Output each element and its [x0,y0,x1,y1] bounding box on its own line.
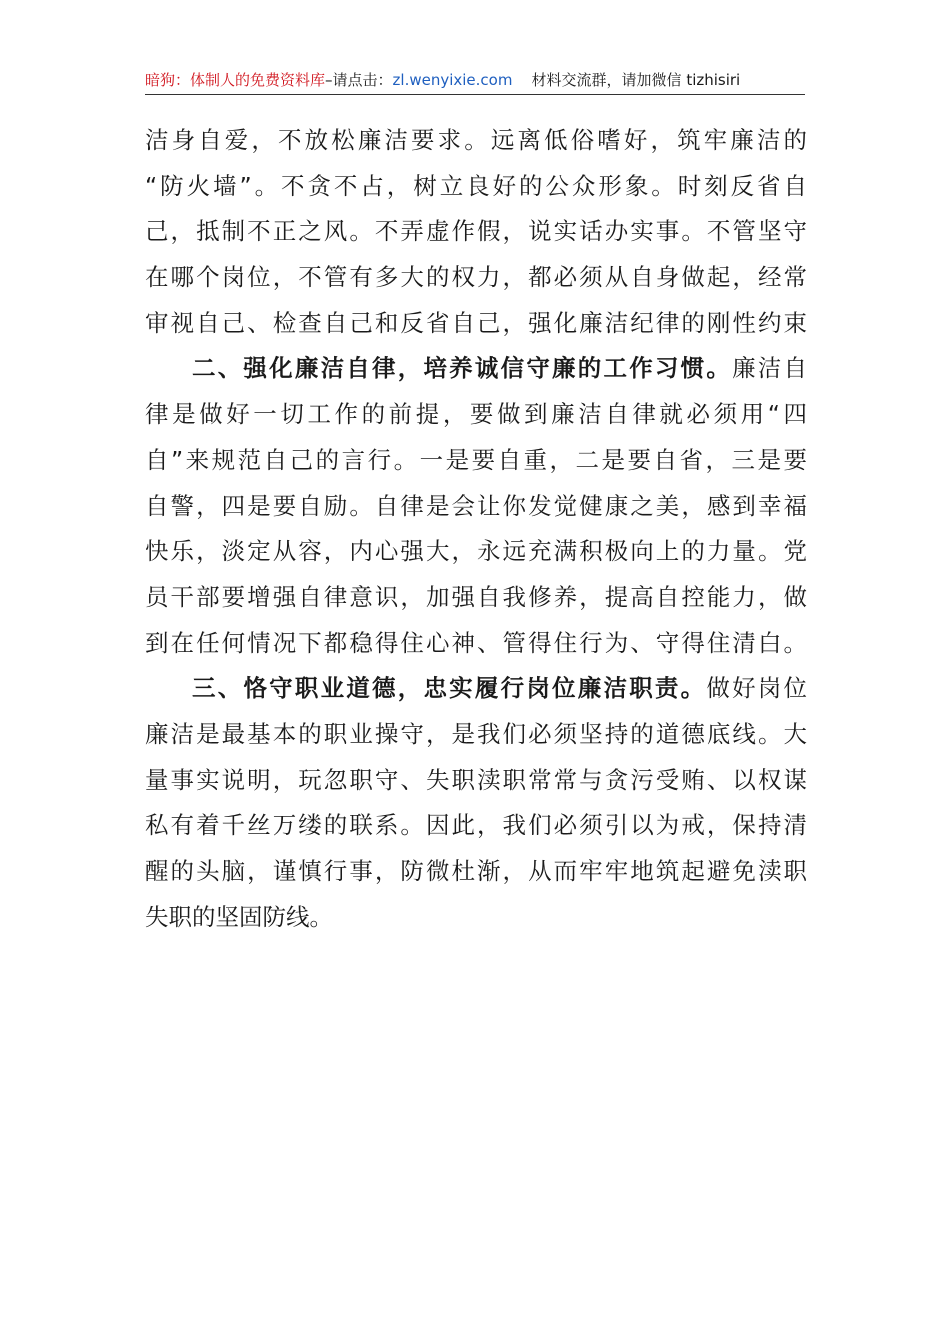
section-heading-3: 三、恪守职业道德，忠实履行岗位廉洁职责。 [192,674,707,703]
text-line: 在哪个岗位，不管有多大的权力，都必须从自身做起，经常 [145,263,807,292]
text-line: “防火墙”。不贪不占，树立良好的公众形象。时刻反省自 [145,171,807,200]
paragraph-3 [145,666,807,940]
header-prefix: –请点击： [325,71,393,89]
paragraph-1 [145,118,807,346]
text-line: 审视自己、检查自己和反省自己，强化廉洁纪律的刚性约束 [145,308,807,337]
text-line: 自警，四是要自励。自律是会让你发觉健康之美，感到幸福 [145,491,807,520]
text-line: 己，抵制不正之风。不弄虚作假，说实话办实事。不管坚守 [145,217,807,246]
text-line: 自”来规范自己的言行。一是要自重，二是要自省，三是要 [145,445,807,474]
page-header [145,70,805,90]
text-line: 量事实说明，玩忽职守、失职渎职常常与贪污受贿、以权谋 [145,765,807,794]
text-line: 员干部要增强自律意识，加强自我修养，提高自控能力，做 [145,582,807,611]
text-line: 醒的头脑，谨慎行事，防微杜渐，从而牢牢地筑起避免渎职 [145,857,807,885]
text-line: 律是做好一切工作的前提，要做到廉洁自律就必须用“四 [145,400,807,429]
header-brand: 暗狗：体制人的免费资料库 [145,71,326,89]
section-heading-2: 二、强化廉洁自律，培养诚信守廉的工作习惯。 [192,354,733,383]
text-line: 廉洁是最基本的职业操守，是我们必须坚持的道德底线。大 [145,719,807,748]
text-line: 快乐，淡定从容，内心强大，永远充满积极向上的力量。党 [145,537,807,566]
header-divider [145,94,805,95]
header-link[interactable]: zl.wenyixie.com [392,71,513,89]
text-line: 失职的坚固防线。 [145,902,333,931]
text-run: 廉洁自 [732,354,808,383]
header-spacer [512,71,531,89]
header-contact: 材料交流群，请加微信 tizhisiri [531,71,741,89]
document-body [145,118,807,940]
text-line: 洁身自爱，不放松廉洁要求。远离低俗嗜好，筑牢廉洁的 [145,126,807,154]
text-line: 到在任何情况下都稳得住心神、管得住行为、守得住清白。 [145,628,807,657]
text-run: 做好岗位 [706,674,808,703]
text-line: 私有着千丝万缕的联系。因此，我们必须引以为戒，保持清 [145,811,807,840]
paragraph-2 [145,346,807,666]
paragraph-first-line [145,666,807,712]
paragraph-first-line [145,346,807,392]
